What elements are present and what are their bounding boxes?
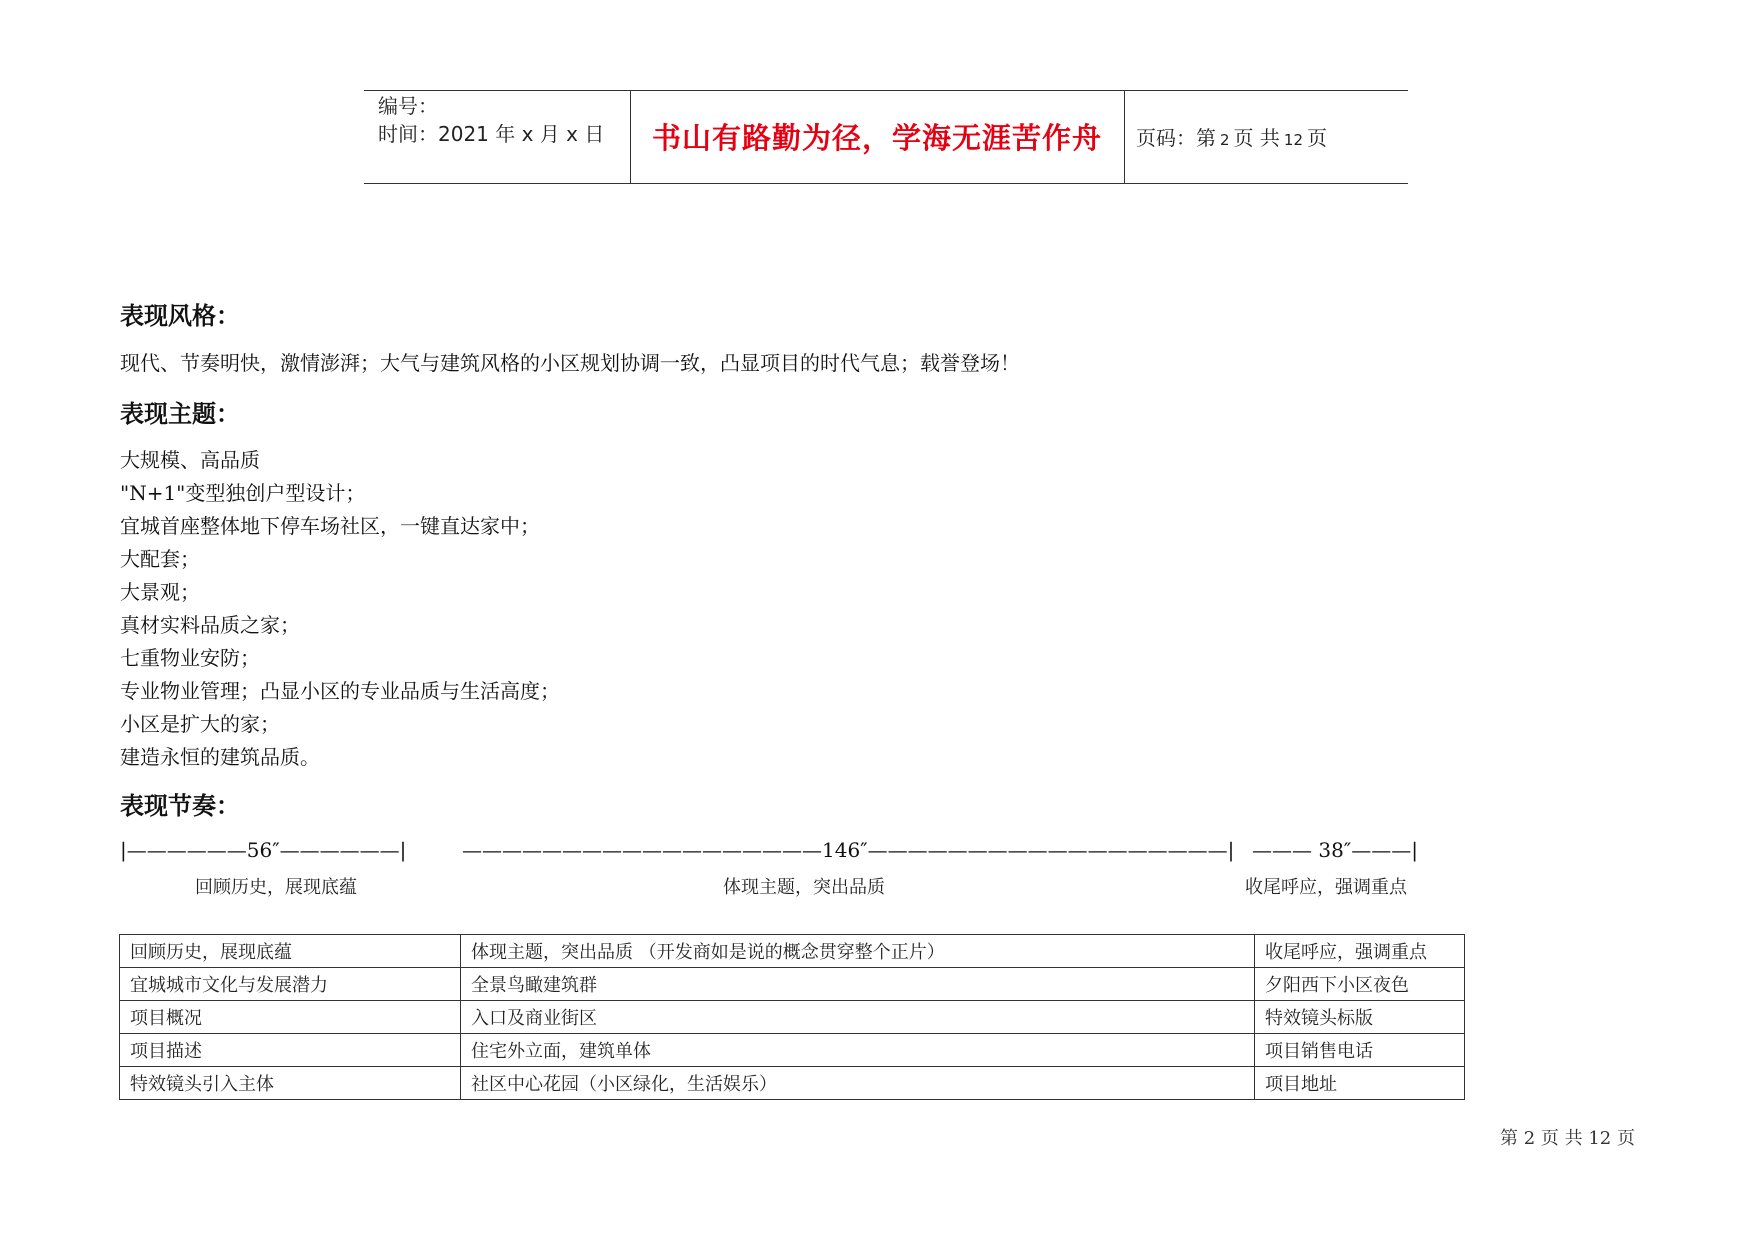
list-item: 建造永恒的建筑品质。	[120, 745, 320, 769]
header-bottom-rule	[364, 183, 1408, 184]
page-footer: 第 2 页 共 12 页	[1500, 1128, 1635, 1149]
list-item: 大景观；	[120, 580, 200, 604]
table-cell: 社区中心花园（小区绿化，生活娱乐）	[461, 1067, 1255, 1100]
theme-list	[120, 444, 560, 774]
list-item: 大配套；	[120, 547, 200, 571]
table-cell: 住宅外立面，建筑单体	[461, 1034, 1255, 1067]
table-cell: 收尾呼应，强调重点	[1255, 935, 1465, 968]
table-cell: 体现主题，突出品质 （开发商如是说的概念贯穿整个正片）	[461, 935, 1255, 968]
theme-heading: 表现主题：	[120, 400, 240, 428]
page-total: 12	[1283, 131, 1303, 149]
table-cell: 项目概况	[120, 1001, 461, 1034]
rhythm-caption-3: 收尾呼应，强调重点	[1245, 877, 1407, 898]
list-item: 小区是扩大的家；	[120, 712, 280, 736]
list-item: 宜城首座整体地下停车场社区，一键直达家中；	[120, 514, 540, 538]
table-row	[120, 1034, 1465, 1067]
time-label: 时间：2021 年 x 月 x 日	[378, 122, 605, 146]
list-item: "N+1"变型独创户型设计；	[120, 481, 366, 505]
table-row	[120, 968, 1465, 1001]
table-cell: 夕阳西下小区夜色	[1255, 968, 1465, 1001]
rhythm-heading: 表现节奏：	[120, 792, 240, 820]
table-cell: 宜城城市文化与发展潜力	[120, 968, 461, 1001]
list-item: 大规模、高品质	[120, 448, 260, 472]
list-item: 真材实料品质之家；	[120, 613, 300, 637]
table-cell: 特效镜头标版	[1255, 1001, 1465, 1034]
header-motto: 书山有路勤为径，学海无涯苦作舟	[651, 121, 1102, 155]
table-cell: 项目描述	[120, 1034, 461, 1067]
style-text: 现代、节奏明快，激情澎湃；大气与建筑风格的小区规划协调一致，凸显项目的时代气息；载誉登场！	[120, 351, 1020, 375]
list-item: 七重物业安防；	[120, 646, 260, 670]
header-divider	[1124, 90, 1125, 184]
header-meta	[378, 92, 604, 148]
table-row	[120, 1067, 1465, 1100]
page-suffix: 页	[1307, 126, 1327, 150]
table-row	[120, 1001, 1465, 1034]
table-cell: 项目地址	[1255, 1067, 1465, 1100]
table-cell: 特效镜头引入主体	[120, 1067, 461, 1100]
page-prefix: 页码：第	[1136, 126, 1216, 150]
list-item: 专业物业管理；凸显小区的专业品质与生活高度；	[120, 679, 560, 703]
rhythm-caption-2: 体现主题，突出品质	[723, 877, 885, 898]
header-page-number	[1136, 122, 1327, 151]
page-current: 2	[1220, 131, 1230, 149]
rhythm-caption-1: 回顾历史，展现底蕴	[195, 877, 357, 898]
header-top-rule	[364, 90, 1408, 91]
page-mid: 页 共	[1233, 126, 1280, 150]
rhythm-timeline	[120, 838, 1460, 868]
table-cell: 入口及商业街区	[461, 1001, 1255, 1034]
rhythm-segment-1: |——————56″——————|	[120, 838, 407, 862]
number-label: 编号：	[378, 94, 438, 118]
rhythm-segment-2: ——————————————————146″——————————————————|	[462, 838, 1235, 862]
table-cell: 项目销售电话	[1255, 1034, 1465, 1067]
style-heading: 表现风格：	[120, 302, 240, 330]
document-header	[364, 90, 1408, 184]
table-cell: 全景鸟瞰建筑群	[461, 968, 1255, 1001]
table-cell: 回顾历史，展现底蕴	[120, 935, 461, 968]
table-row	[120, 935, 1465, 968]
rhythm-segment-3: ——— 38″———|	[1252, 838, 1419, 862]
rhythm-table	[119, 934, 1465, 1100]
